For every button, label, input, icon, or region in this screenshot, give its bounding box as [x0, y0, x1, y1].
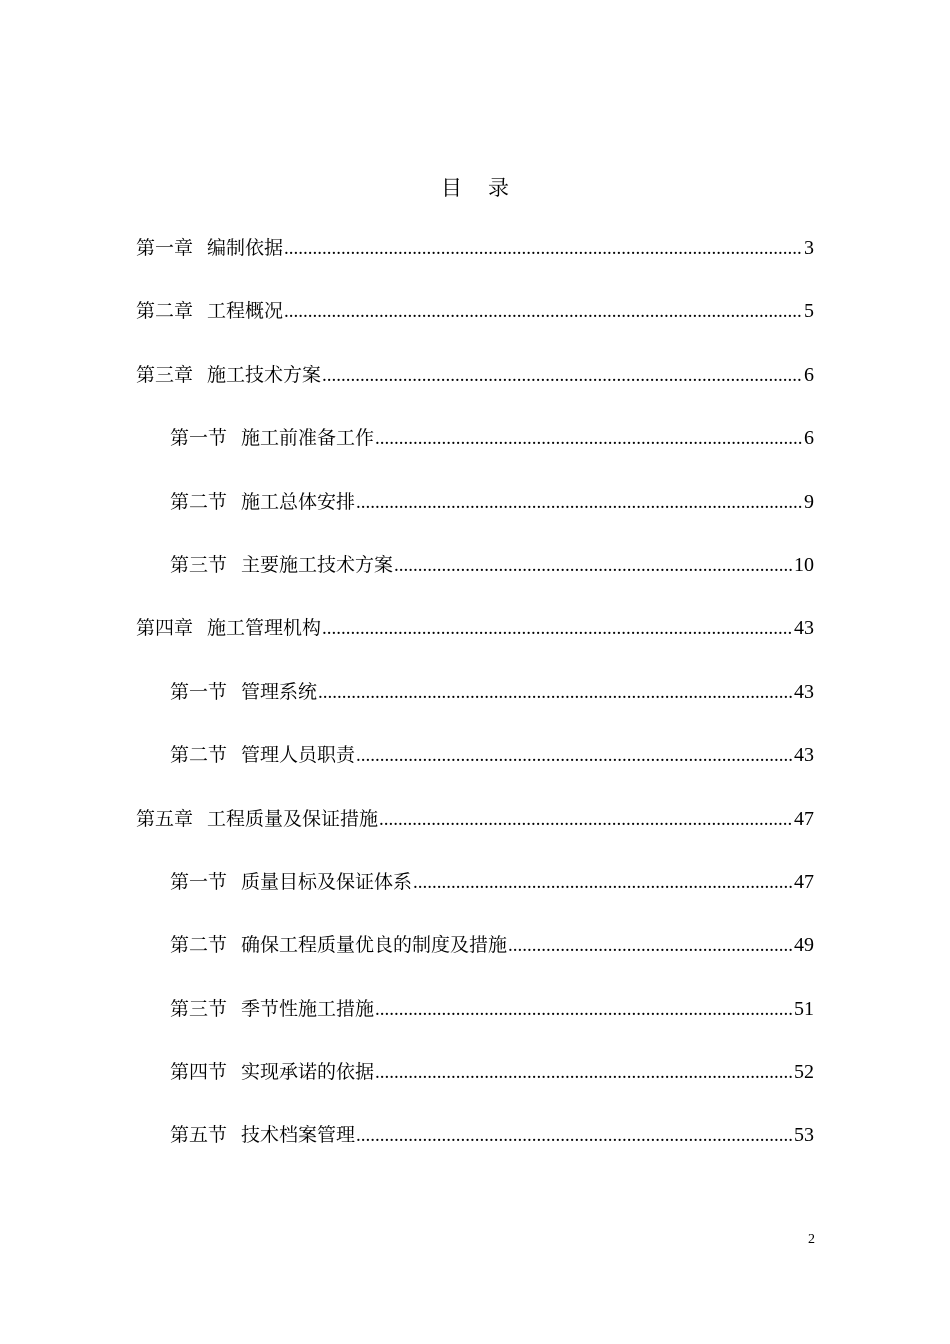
- dot-leader: [379, 802, 793, 838]
- toc-entry-number: 第二节: [170, 934, 228, 957]
- toc-entry-page: 10: [794, 553, 814, 576]
- toc-entry-label: 管理人员职责: [241, 744, 356, 767]
- toc-entry-label: 实现承诺的依据: [241, 1061, 375, 1084]
- toc-entry-label: 主要施工技术方案: [241, 553, 394, 576]
- toc-entry-page: 9: [804, 490, 814, 513]
- toc-entry-section-5-3[interactable]: [136, 991, 814, 1054]
- toc-entry-chapter-3[interactable]: [136, 357, 814, 420]
- dot-leader: [375, 1055, 793, 1091]
- dot-leader: [356, 1118, 793, 1154]
- toc-entry-number: 第三节: [170, 553, 228, 576]
- toc-entry-number: 第一节: [170, 680, 228, 703]
- toc-entry-chapter-1[interactable]: [136, 230, 814, 293]
- dot-leader: [356, 485, 803, 521]
- dot-leader: [356, 738, 793, 774]
- toc-entry-label: 季节性施工措施: [241, 997, 375, 1020]
- toc-entry-label: 技术档案管理: [241, 1124, 356, 1147]
- toc-entry-number: 第三章: [136, 363, 194, 386]
- toc-entry-section-3-1[interactable]: [136, 420, 814, 483]
- toc-title-char-1: 目: [441, 176, 462, 200]
- dot-leader: [322, 611, 793, 647]
- toc-entry-label: 施工技术方案: [207, 363, 322, 386]
- toc-entry-number: 第一节: [170, 427, 228, 450]
- dot-leader: [375, 421, 803, 457]
- toc-entry-page: 49: [794, 934, 814, 957]
- toc-entry-number: 第三节: [170, 997, 228, 1020]
- toc-entry-chapter-5[interactable]: [136, 801, 814, 864]
- toc-entry-page: 43: [794, 744, 814, 767]
- toc-entry-section-5-1[interactable]: [136, 864, 814, 927]
- toc-entry-label: 编制依据: [207, 237, 284, 259]
- toc-entry-section-5-5[interactable]: [136, 1117, 814, 1180]
- toc-entry-number: 第五节: [170, 1124, 228, 1147]
- toc-entry-page: 47: [794, 807, 814, 830]
- toc-entry-number: 第二节: [170, 490, 228, 513]
- toc-entry-number: 第二节: [170, 744, 228, 767]
- toc-entry-number: 第四章: [136, 617, 194, 640]
- toc-entry-number: 第一章: [136, 237, 194, 259]
- toc-entry-section-4-2[interactable]: [136, 737, 814, 800]
- footer-page-number: 2: [808, 1232, 815, 1247]
- dot-leader: [284, 294, 803, 330]
- toc-entry-chapter-2[interactable]: [136, 293, 814, 356]
- toc-entry-number: 第四节: [170, 1061, 228, 1084]
- dot-leader: [394, 548, 793, 584]
- dot-leader: [318, 675, 793, 711]
- toc-entry-label: 质量目标及保证体系: [241, 870, 413, 893]
- toc-entry-label: 管理系统: [241, 680, 318, 703]
- toc-entry-page: 51: [794, 997, 814, 1020]
- toc-entry-page: 47: [794, 870, 814, 893]
- toc-entry-chapter-4[interactable]: [136, 610, 814, 673]
- toc-entry-section-3-2[interactable]: [136, 484, 814, 547]
- toc-entry-page: 6: [804, 427, 814, 450]
- toc-entry-page: 6: [804, 363, 814, 386]
- toc-list: [136, 230, 814, 1181]
- toc-entry-number: 第一节: [170, 870, 228, 893]
- dot-leader: [375, 992, 793, 1028]
- toc-entry-page: 53: [794, 1124, 814, 1147]
- toc-entry-page: 5: [804, 300, 814, 323]
- toc-entry-label: 施工管理机构: [207, 617, 322, 640]
- dot-leader: [284, 231, 803, 267]
- toc-entry-number: 第二章: [136, 300, 194, 323]
- toc-entry-label: 工程质量及保证措施: [207, 807, 379, 830]
- toc-entry-section-3-3[interactable]: [136, 547, 814, 610]
- dot-leader: [322, 358, 803, 394]
- toc-entry-page: 3: [804, 237, 814, 259]
- toc-entry-number: 第五章: [136, 807, 194, 830]
- toc-entry-label: 工程概况: [207, 300, 284, 323]
- toc-entry-section-5-4[interactable]: [136, 1054, 814, 1117]
- toc-title: [0, 172, 950, 202]
- dot-leader: [413, 865, 793, 901]
- toc-entry-section-4-1[interactable]: [136, 674, 814, 737]
- toc-entry-label: 确保工程质量优良的制度及措施: [241, 934, 508, 957]
- dot-leader: [508, 928, 793, 964]
- toc-entry-page: 52: [794, 1061, 814, 1084]
- toc-entry-label: 施工前准备工作: [241, 427, 375, 450]
- toc-entry-section-5-2[interactable]: [136, 927, 814, 990]
- toc-entry-page: 43: [794, 617, 814, 640]
- toc-entry-label: 施工总体安排: [241, 490, 356, 513]
- toc-entry-page: 43: [794, 680, 814, 703]
- toc-title-char-2: 录: [488, 176, 509, 200]
